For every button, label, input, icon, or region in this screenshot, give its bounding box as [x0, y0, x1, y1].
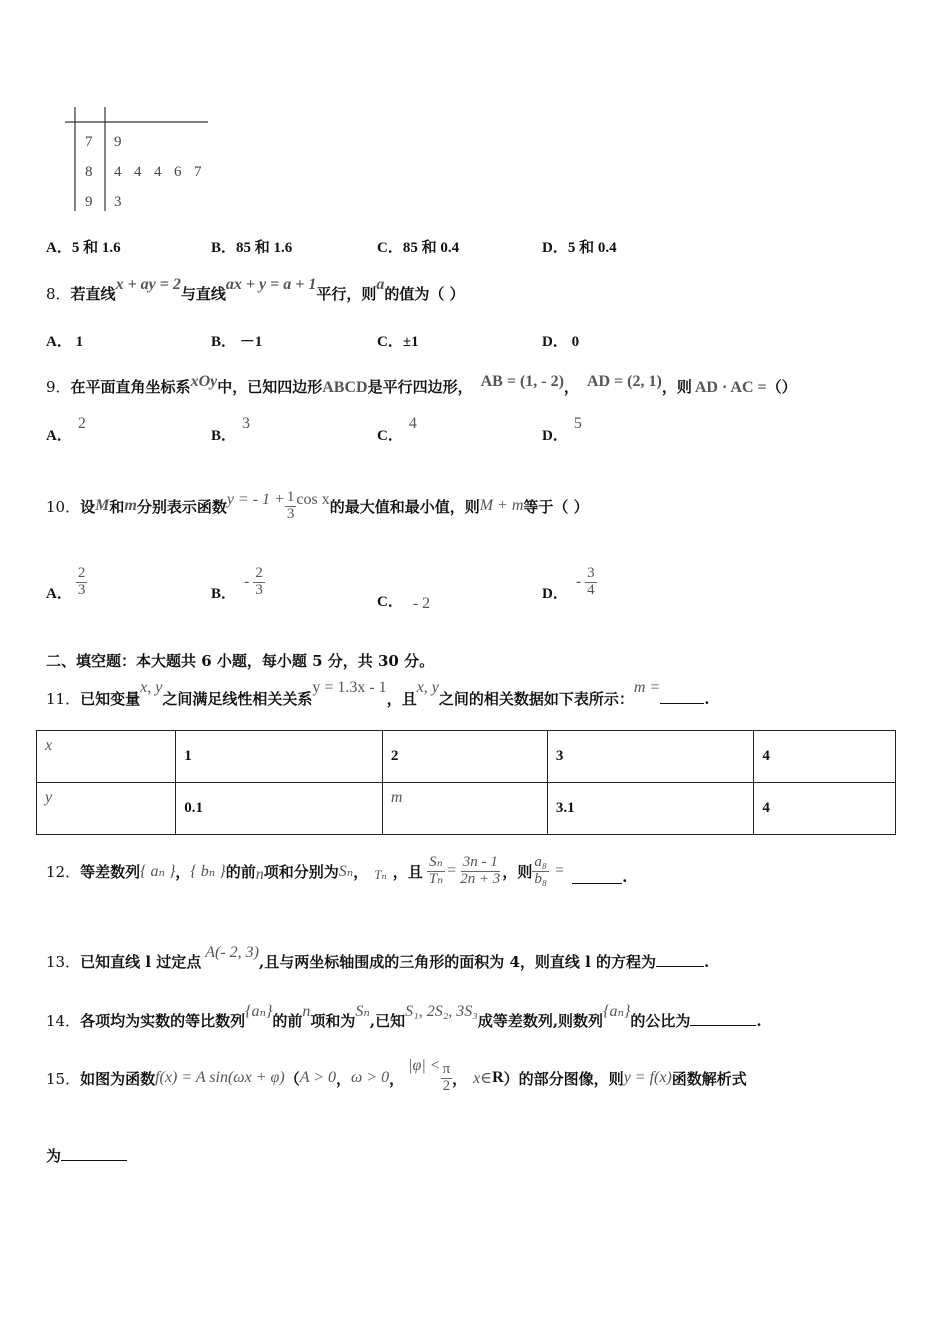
table-row: [37, 731, 896, 783]
q9-option-b[interactable]: B．3: [211, 415, 251, 444]
q9-option-a[interactable]: A．2: [46, 415, 86, 444]
q8-option-c[interactable]: C．±1: [377, 334, 419, 350]
table-cell: 3: [547, 731, 754, 783]
stem-value: 7: [85, 134, 93, 150]
stem-value: 8: [85, 164, 93, 180]
stem-value: 9: [85, 194, 93, 210]
table-header-y: y: [37, 783, 176, 835]
leaf-value: 3: [114, 194, 122, 210]
q11-answer-blank[interactable]: [660, 691, 704, 704]
q14-answer-blank[interactable]: [690, 1013, 756, 1026]
q11-stem: 11．已知变量x, y之间满足线性相关关系y = 1.3x - 1，且x, y之间的相关数据如下表所示：m =.: [46, 679, 710, 708]
q7-option-c[interactable]: C．85 和 0.4: [377, 240, 460, 256]
q10-option-d[interactable]: D． - $\frac{3}{4}$: [542, 565, 595, 602]
q12-fraction-s-t: $\frac{\text{Sₙ}}{\text{Tₙ}}$: [428, 854, 444, 887]
table-cell: 2: [382, 731, 547, 783]
q8-option-d[interactable]: D． 0: [542, 334, 580, 350]
table-header-x: x: [37, 731, 176, 783]
q7-option-b[interactable]: B．85 和 1.6: [211, 240, 293, 256]
table-cell: 0.1: [176, 783, 383, 835]
leaf-value: 6: [174, 164, 182, 180]
q10-option-b-fraction: $\frac{2}{3}$: [255, 565, 263, 598]
leaf-value: 4: [154, 164, 162, 180]
q10-option-c[interactable]: C． - 2: [377, 594, 431, 612]
q10-option-b[interactable]: B． - $\frac{2}{3}$: [211, 565, 263, 602]
q12-fraction-a-b: $\frac{\text{a₈}}{\text{b₈}}$: [534, 854, 548, 887]
q15-fraction-pi: $\frac{\pi}{2}$: [442, 1061, 451, 1094]
leaf-value: 4: [134, 164, 142, 180]
table-cell: 3.1: [547, 783, 754, 835]
table-cell: 1: [176, 731, 383, 783]
q15-stem: 15． 如图为函数 f(x) = A sin(ωx + φ) （ A > 0 ， ω > 0 ， |φ| < $\frac{\pi}{2}$ ， x∈ R ）的部分图像，则 y = f(x) 函数解析式: [46, 1057, 747, 1094]
q10-option-d-fraction: $\frac{3}{4}$: [587, 565, 595, 598]
table-row: [37, 783, 896, 835]
leaf-value: 7: [194, 164, 202, 180]
q8-option-b[interactable]: B． －1: [211, 334, 263, 350]
section-heading: 二、填空题：本大题共 6 小题，每小题 5 分，共 30 分。: [46, 652, 435, 670]
leaf-value: 4: [114, 164, 122, 180]
q10-option-a-fraction: $\frac{2}{3}$: [77, 565, 86, 598]
q7-option-a[interactable]: A．5 和 1.6: [46, 240, 121, 256]
q10-fraction: $\frac{1}{3}$: [286, 489, 295, 522]
table-cell: 4: [754, 731, 896, 783]
q15-continuation: 为: [46, 1145, 127, 1166]
q14-stem: 14．各项均为实数的等比数列{aₙ}的前n项和为Sₙ,已知S₁, 2S₂, 3S₃成等差数列,则数列{aₙ}的公比为 .: [46, 1003, 762, 1030]
q10-stem: 10． 设 M 和 m 分别表示函数 y = - 1 + $\frac{1}{3}$ cos x 的最大值和最小值，则 M + m 等于（ ）: [46, 489, 589, 522]
q9-option-c[interactable]: C．4: [377, 415, 417, 444]
q15-answer-blank[interactable]: [61, 1148, 127, 1161]
q10-option-a[interactable]: A． $\frac{2}{3}$: [46, 565, 86, 602]
q12-stem: 12． 等差数列 { aₙ } ， { bₙ } 的前 n 项和分别为 Sₙ ， Tₙ ，且 $\frac{\text{Sₙ}}{\text{Tₙ}}$ = $\frac{3n - 1}{2n + 3}$ ，则 $\frac{\text{a₈}}{\text{b₈}}$ = .: [46, 854, 628, 887]
q12-answer-blank[interactable]: [572, 871, 622, 884]
leaf-value: 9: [114, 134, 122, 150]
table-cell-m: m: [382, 783, 547, 835]
q11-data-table: [36, 730, 896, 835]
q9-option-d[interactable]: D．5: [542, 415, 582, 444]
q8-option-a[interactable]: A． 1: [46, 334, 84, 350]
q7-option-d[interactable]: D．5 和 0.4: [542, 240, 617, 256]
table-cell: 4: [754, 783, 896, 835]
q9-stem: 9．在平面直角坐标系xOy中，已知四边形ABCD是平行四边形， AB = (1, - 2)， AD = (2, 1)，则 AD · AC =（）: [46, 373, 797, 396]
q13-stem: 13．已知直线 l 过定点A(- 2, 3),且与两坐标轴围成的三角形的面积为 4，则直线 l 的方程为 .: [46, 944, 710, 971]
q13-answer-blank[interactable]: [656, 954, 704, 967]
q12-fraction-n: $\frac{3n - 1}{2n + 3}$: [460, 854, 501, 887]
q8-stem: 8．若直线x + ay = 2与直线ax + y = a + 1平行，则a的值为（ ）: [46, 276, 465, 303]
stem-leaf-plot: [65, 105, 215, 215]
